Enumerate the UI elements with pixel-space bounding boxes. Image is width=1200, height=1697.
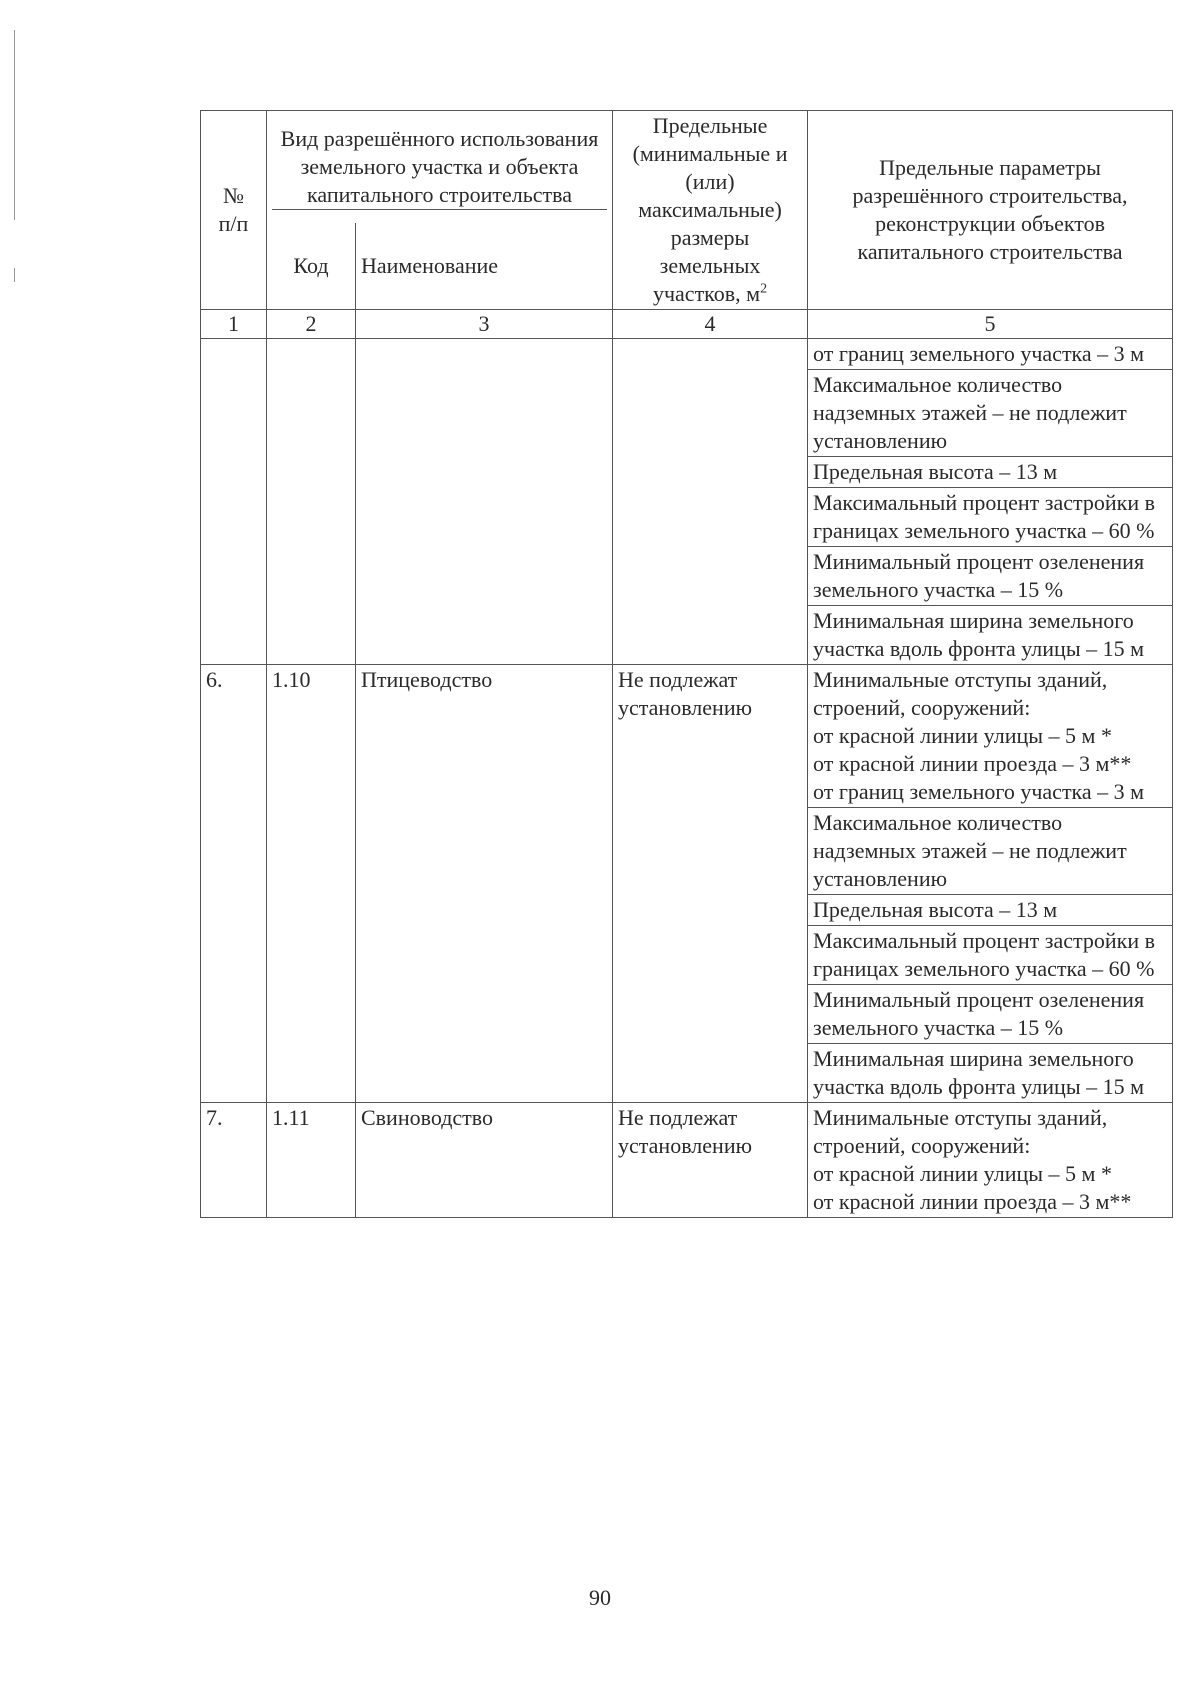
param-cell: Минимальная ширина земельного участка вдоль фронта улицы – 15 м: [808, 1044, 1173, 1103]
table-row-7: [201, 1103, 1173, 1218]
param-line: от границ земельного участка – 3 м: [813, 779, 1145, 804]
row7-kod: 1.11: [267, 1103, 356, 1218]
col-number: 4: [613, 310, 808, 339]
row6-kod: 1.10: [267, 665, 356, 1103]
cont-size: [613, 339, 808, 665]
header-razmery: [613, 111, 808, 310]
param-cell: Минимальный процент озеленения земельного участка – 15 %: [808, 985, 1173, 1044]
param-cell: [808, 665, 1173, 808]
header-razmery-sup: 2: [760, 281, 768, 297]
cont-kod: [267, 339, 356, 665]
row7-num: 7.: [201, 1103, 267, 1218]
header-vid-group: [267, 111, 613, 224]
param-cell: Минимальный процент озеленения земельного участка – 15 %: [808, 547, 1173, 606]
param-line: Минимальные отступы зданий, строений, сооружений:: [813, 667, 1108, 720]
row7-name: Свиноводство: [356, 1103, 613, 1218]
header-kod: Код: [267, 223, 356, 310]
param-cell: Максимальный процент застройки в границах земельного участка – 60 %: [808, 926, 1173, 985]
cont-num: [201, 339, 267, 665]
col-number: 1: [201, 310, 267, 339]
header-razmery-text: Предельные (минимальные и (или) максимальные) размеры земельных участков, м: [632, 113, 788, 306]
param-line: от красной линии проезда – 3 м**: [813, 751, 1132, 776]
row6-num: 6.: [201, 665, 267, 1103]
col-number: 3: [356, 310, 613, 339]
cont-name: [356, 339, 613, 665]
param-line: от красной линии улицы – 5 м *: [813, 1161, 1112, 1186]
scan-edge-mark: [14, 30, 15, 220]
continuation-row: [201, 339, 1173, 370]
param-cell: Максимальное количество надземных этажей – не подлежит установлению: [808, 370, 1173, 457]
col-number: 2: [267, 310, 356, 339]
param-cell: Минимальная ширина земельного участка вдоль фронта улицы – 15 м: [808, 606, 1173, 665]
header-num: № п/п: [201, 111, 267, 310]
param-cell: Максимальный процент застройки в границах земельного участка – 60 %: [808, 488, 1173, 547]
param-line: от красной линии улицы – 5 м *: [813, 723, 1112, 748]
header-params: Предельные параметры разрешённого строительства, реконструкции объектов капитального строительства: [808, 111, 1173, 310]
row6-name: Птицеводство: [356, 665, 613, 1103]
header-row: [201, 111, 1173, 224]
row6-size: Не подлежат установлению: [613, 665, 808, 1103]
row7-size: Не подлежат установлению: [613, 1103, 808, 1218]
param-cell: Предельная высота – 13 м: [808, 457, 1173, 488]
param-cell: Предельная высота – 13 м: [808, 895, 1173, 926]
header-vid-text: Вид разрешённого использования земельного участка и объекта капитального строительства: [272, 125, 607, 210]
param-line: от красной линии проезда – 3 м**: [813, 1189, 1132, 1214]
param-cell: [808, 1103, 1173, 1218]
param-cell: Максимальное количество надземных этажей – не подлежит установлению: [808, 808, 1173, 895]
col-number: 5: [808, 310, 1173, 339]
table-row-6: [201, 665, 1173, 808]
param-cell: от границ земельного участка – 3 м: [808, 339, 1173, 370]
param-line: Минимальные отступы зданий, строений, сооружений:: [813, 1105, 1108, 1158]
land-use-table: [200, 110, 1173, 1218]
column-number-row: [201, 310, 1173, 339]
scan-edge-mark: [14, 268, 15, 282]
page-number: 90: [589, 1585, 611, 1610]
header-naim: Наименование: [356, 223, 613, 310]
